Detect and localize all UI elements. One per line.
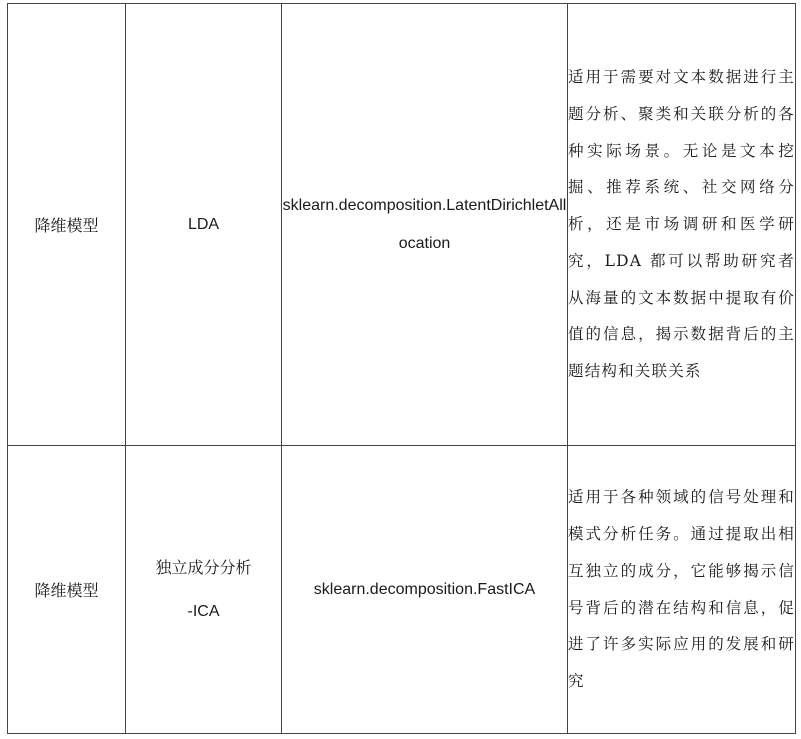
description-cell: 适用于需要对文本数据进行主题分析、聚类和关联分析的各种实际场景。无论是文本挖掘、推荐系统、社交网络分析，还是市场调研和医学研究，LDA 都可以帮助研究者从海量的文本数据中提取有价值的信息，揭示数据背后的主题结构和关联关系	[568, 4, 796, 446]
description-cell: 适用于各种领域的信号处理和模式分析任务。通过提取出相互独立的成分，它能够揭示信号背后的潜在结构和信息，促进了许多实际应用的发展和研究	[568, 446, 796, 734]
model-name-cell	[126, 446, 282, 734]
model-name-line1: 独立成分分析	[155, 557, 252, 577]
model-name: LDA	[187, 216, 220, 233]
category-cell: 降维模型	[8, 446, 126, 734]
table-row	[8, 446, 796, 734]
model-name-cell	[126, 4, 282, 446]
table-row	[8, 4, 796, 446]
category-cell: 降维模型	[8, 4, 126, 446]
class-path-cell: sklearn.decomposition.FastICA	[282, 446, 568, 734]
class-path-cell: sklearn.decomposition.LatentDirichletAllocation	[282, 4, 568, 446]
model-table	[7, 3, 796, 734]
model-name-line2: -ICA	[187, 602, 220, 620]
